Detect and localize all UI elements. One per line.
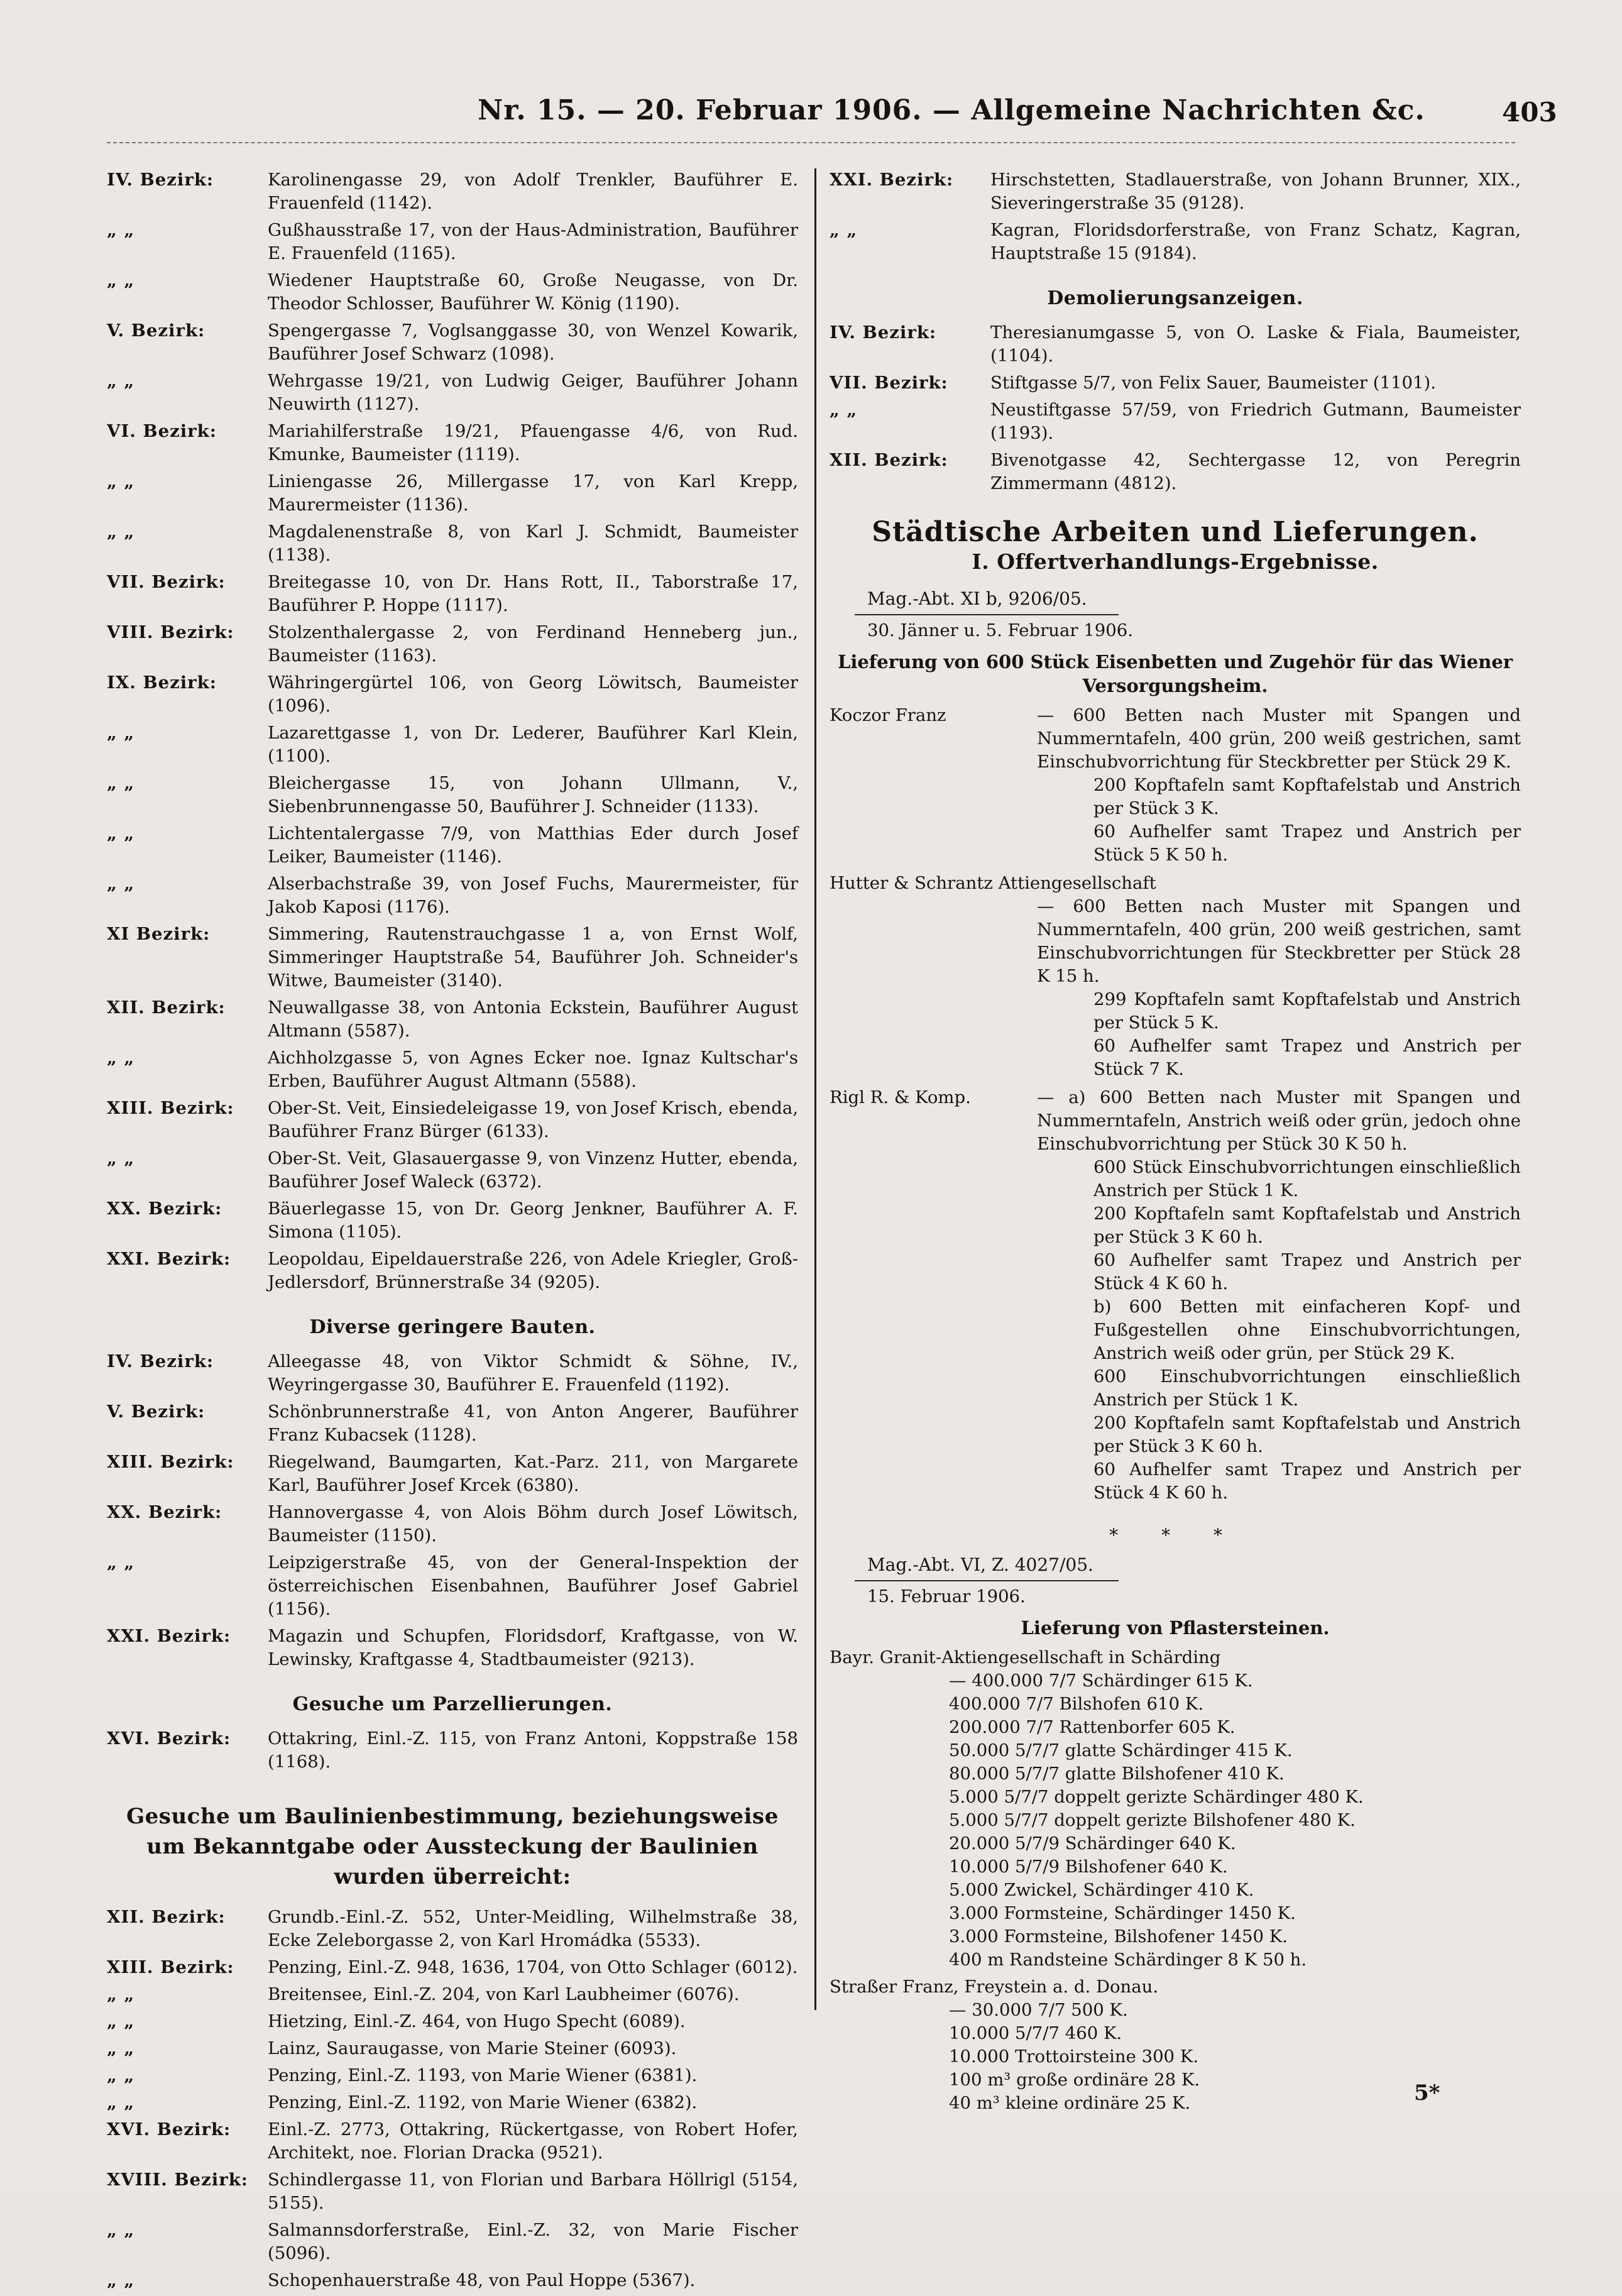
list-item [107, 1147, 798, 1194]
entry-text: Grundb.-Einl.-Z. 552, Unter-Meidling, Wilhelmstraße 38, Ecke Zeleborgasse 2, von Karl Hromádka (5533). [268, 1907, 798, 1950]
reference-rule [855, 614, 1119, 615]
entry-text: Magazin und Schupfen, Floridsdorf, Kraftgasse, von W. Lewinsky, Kraftgasse 4, Stadtbaumeister (9213). [268, 1626, 798, 1669]
entry-text: Lichtentalergasse 7/9, von Matthias Eder durch Josef Leiker, Baumeister (1146). [268, 823, 798, 867]
list-item [107, 1625, 798, 1671]
bidder-name: Hutter & Schrantz Attiengesellschaft [830, 873, 1156, 893]
bidder-koczor [830, 704, 1521, 867]
lot-title-beds: Lieferung von 600 Stück Eisenbetten und Zugehör für das Wiener Versorgungsheim. [837, 651, 1513, 696]
district-label: VIII. Bezirk: [107, 622, 234, 642]
entry-text: Spengergasse 7, Voglsanggasse 30, von Wenzel Kowarik, Bauführer Josef Schwarz (1098). [268, 321, 798, 364]
entry-text: Ober-St. Veit, Einsiedeleigasse 19, von Josef Krisch, ebenda, Bauführer Franz Bürger (6133). [268, 1098, 798, 1141]
bid-line: 600 Stück Einschubvorrichtungen einschließlich Anstrich per Stück 1 K. [1093, 1157, 1521, 1200]
bid-lines [1037, 1086, 1521, 1505]
district-label: XVIII. Bezirk: [107, 2170, 248, 2190]
district-label: IV. Bezirk: [107, 170, 214, 190]
entry-text: Schönbrunnerstraße 41, von Anton Angerer, Bauführer Franz Kubacsek (1128). [268, 1402, 798, 1445]
list-item [830, 371, 1521, 395]
entry-text: Breitensee, Einl.-Z. 204, von Karl Laubheimer (6076). [268, 1984, 740, 2004]
list-item [107, 319, 798, 366]
entry-text: Mariahilferstraße 19/21, Pfauengasse 4/6, von Rud. Kmunke, Baumeister (1119). [268, 421, 798, 464]
page-title: Nr. 15. — 20. Februar 1906. — Allgemeine Nachrichten &c. [478, 94, 1425, 126]
entry-text: Magdalenenstraße 8, von Karl J. Schmidt, Baumeister (1138). [268, 522, 798, 565]
list-item [107, 1906, 798, 1952]
district-label: XII. Bezirk: [107, 1907, 226, 1927]
reference-number: Mag.-Abt. XI b, 9206/05. [867, 588, 1087, 609]
entry-text: Lazarettgasse 1, von Dr. Lederer, Bauführer Karl Klein, (1100). [268, 723, 798, 766]
district-label: „ „ [107, 471, 135, 492]
entry-text: Alserbachstraße 39, von Josef Fuchs, Maurermeister, für Jakob Kaposi (1176). [268, 874, 798, 917]
bidder-name: Rigl R. & Komp. [830, 1087, 971, 1107]
entry-text: Aichholzgasse 5, von Agnes Ecker noe. Ignaz Kultschar's Erben, Bauführer August Altmann (5588). [268, 1048, 798, 1091]
bid-line: 50.000 5/7/7 glatte Schärdinger 415 K. [949, 1740, 1293, 1760]
district-label: „ „ [107, 2065, 135, 2085]
bid-line: 10.000 Trottoirsteine 300 K. [949, 2046, 1199, 2067]
district-label: XII. Bezirk: [830, 450, 948, 470]
entry-text: Penzing, Einl.-Z. 1192, von Marie Wiener (6382). [268, 2092, 698, 2112]
district-label: XIII. Bezirk: [107, 1098, 234, 1118]
entry-text: Gußhausstraße 17, von der Haus-Administration, Bauführer E. Frauenfeld (1165). [268, 220, 798, 263]
bidder-hutter [830, 872, 1521, 895]
list-item [107, 1983, 798, 2006]
offer-results-subtitle: I. Offertverhandlungs-Ergebnisse. [972, 549, 1379, 574]
list-item [107, 2091, 798, 2114]
list-item [107, 872, 798, 919]
district-label: IX. Bezirk: [107, 673, 217, 693]
district-label: VII. Bezirk: [107, 572, 226, 592]
entry-text: Bleichergasse 15, von Johann Ullmann, V., Siebenbrunnengasse 50, Bauführer J. Schneider (1133). [268, 773, 798, 816]
entry-text: Breitegasse 10, von Dr. Hans Rott, II., Taborstraße 17, Bauführer P. Hoppe (1117). [268, 572, 798, 615]
section-stars: * * * [1109, 1525, 1241, 1546]
bid-line: 80.000 5/7/7 glatte Bilshofener 410 K. [949, 1764, 1285, 1784]
list-item [107, 470, 798, 517]
building-list [107, 168, 798, 1294]
bid-line: — 30.000 7/7 500 K. [949, 2000, 1128, 2020]
district-label: „ „ [107, 823, 135, 843]
district-label: IV. Bezirk: [107, 1351, 214, 1371]
bid-line: 200.000 7/7 Rattenborfer 605 K. [949, 1717, 1236, 1737]
bidder-granit: Bayr. Granit-Aktiengesellschaft in Schärding [830, 1647, 1221, 1667]
list-item [107, 1046, 798, 1093]
district-label: IV. Bezirk: [830, 322, 937, 343]
bid-lines [1037, 704, 1521, 867]
entry-text: Ober-St. Veit, Glasauergasse 9, von Vinzenz Hutter, ebenda, Bauführer Josef Waleck (6372). [268, 1148, 798, 1192]
bid-line: 200 Kopftafeln samt Kopftafelstab und Anstrich per Stück 3 K. [1093, 775, 1521, 818]
entry-text: Penzing, Einl.-Z. 1193, von Marie Wiener (6381). [268, 2065, 698, 2085]
list-item [107, 1956, 798, 1979]
bid-line: 5.000 5/7/7 doppelt gerizte Schärdinger 480 K. [949, 1787, 1364, 1807]
list-item [107, 520, 798, 567]
list-item [107, 1551, 798, 1621]
list-item [107, 1727, 798, 1774]
header-rule [107, 142, 1515, 147]
entry-text: Wiedener Hauptstraße 60, Große Neugasse, von Dr. Theodor Schlosser, Bauführer W. König (1190). [268, 270, 798, 314]
district-label: XVI. Bezirk: [107, 2119, 231, 2139]
list-item [107, 722, 798, 768]
district-label: „ „ [107, 270, 135, 290]
entry-text: Neustiftgasse 57/59, von Friedrich Gutmann, Baumeister (1193). [990, 400, 1521, 443]
right-column [830, 168, 1521, 2115]
entry-text: Hirschstetten, Stadlauerstraße, von Johann Brunner, XIX., Sieveringerstraße 35 (9128). [990, 170, 1521, 213]
bidder-strasser: Straßer Franz, Freystein a. d. Donau. [830, 1977, 1159, 1997]
bid-line: — 600 Betten nach Muster mit Spangen und Nummerntafeln, 400 grün, 200 weiß gestrichen, samt Einschubvorrichtung für Steckbretter per Stück 29 K. [1037, 705, 1521, 772]
list-item [107, 1248, 798, 1294]
bid-line: 40 m³ kleine ordinäre 25 K. [949, 2093, 1191, 2113]
entry-text: Lainz, Sauraugasse, von Marie Steiner (6093). [268, 2038, 677, 2058]
entry-text: Neuwallgasse 38, von Antonia Eckstein, Bauführer August Altmann (5587). [268, 997, 798, 1041]
district-label: „ „ [107, 874, 135, 894]
bid-line: 200 Kopftafeln samt Kopftafelstab und Anstrich per Stück 3 K 60 h. [1093, 1413, 1521, 1456]
bid-line: 10.000 5/7/7 460 K. [949, 2023, 1122, 2043]
bid-line: 3.000 Formsteine, Schärdinger 1450 K. [949, 1903, 1296, 1923]
district-label: „ „ [107, 2011, 135, 2031]
list-item [107, 2064, 798, 2087]
demolition-list [830, 321, 1521, 495]
district-label: V. Bezirk: [107, 321, 205, 341]
running-header [0, 94, 1622, 138]
bid-line: 5.000 5/7/7 doppelt gerizte Bilshofener 480 K. [949, 1810, 1356, 1830]
entry-text: Penzing, Einl.-Z. 948, 1636, 1704, von Otto Schlager (6012). [268, 1957, 798, 1977]
district-label: „ „ [107, 2092, 135, 2112]
district-label: „ „ [107, 371, 135, 391]
bid-line: 60 Aufhelfer samt Trapez und Anstrich per Stück 4 K 60 h. [1093, 1459, 1521, 1503]
entry-text: Kagran, Floridsdorferstraße, von Franz Schatz, Kagran, Hauptstraße 15 (9184). [990, 220, 1521, 263]
bid-line: — a) 600 Betten nach Muster mit Spangen und Nummerntafeln, Anstrich weiß oder grün, jedoch ohne Einschubvorrichtung per Stück 30 K 50 h. [1037, 1087, 1521, 1154]
building-line-heading: Gesuche um Baulinienbestimmung, beziehungsweise um Bekanntgabe oder Aussteckung der Baulinien wurden überreicht: [126, 1804, 779, 1889]
bid-line: 20.000 5/7/9 Schärdinger 640 K. [949, 1833, 1236, 1854]
district-label: XX. Bezirk: [107, 1199, 222, 1219]
list-item [107, 671, 798, 718]
municipal-works-title: Städtische Arbeiten und Lieferungen. [872, 516, 1479, 548]
bid-line: 600 Einschubvorrichtungen einschließlich Anstrich per Stück 1 K. [1093, 1366, 1521, 1410]
reference-rule [855, 1580, 1119, 1581]
district-label: „ „ [107, 1048, 135, 1068]
list-item [107, 1097, 798, 1143]
list-item [107, 822, 798, 869]
bid-line: b) 600 Betten mit einfacheren Kopf- und Fußgestellen ohne Einschubvorrichtungen, Anstrich weiß oder grün, per Stück 29 K. [1093, 1297, 1521, 1363]
list-item [830, 449, 1521, 495]
bid-lines [1037, 895, 1521, 1081]
district-label: „ „ [107, 1552, 135, 1573]
entry-text: Simmering, Rautenstrauchgasse 1 a, von Ernst Wolf, Simmeringer Hauptstraße 54, Bauführer Joh. Schneider's Witwe, Baumeister (3140). [268, 924, 798, 991]
list-item [107, 1197, 798, 1244]
list-item [107, 2219, 798, 2265]
entry-text: Riegelwand, Baumgarten, Kat.-Parz. 211, von Margarete Karl, Bauführer Josef Krcek (6380). [268, 1452, 798, 1495]
parcel-list [107, 1727, 798, 1774]
list-item [107, 2168, 798, 2215]
district-label: „ „ [107, 1148, 135, 1168]
bid-line: 60 Aufhelfer samt Trapez und Anstrich per Stück 5 K 50 h. [1093, 821, 1521, 865]
district-label: VII. Bezirk: [830, 373, 948, 393]
entry-text: Ottakring, Einl.-Z. 115, von Franz Antoni, Koppstraße 158 (1168). [268, 1728, 798, 1772]
entry-text: Hietzing, Einl.-Z. 464, von Hugo Specht (6089). [268, 2011, 686, 2031]
district-label: „ „ [107, 2038, 135, 2058]
entry-text: Bivenotgasse 42, Sechtergasse 12, von Peregrin Zimmermann (4812). [990, 450, 1521, 493]
list-item [107, 420, 798, 466]
entry-text: Währingergürtel 106, von Georg Löwitsch, Baumeister (1096). [268, 673, 798, 716]
continued-building-list [830, 168, 1521, 265]
list-item [107, 269, 798, 316]
district-label: „ „ [107, 2220, 135, 2240]
bid-line: 5.000 Zwickel, Schärdinger 410 K. [949, 1880, 1254, 1900]
list-item [107, 571, 798, 617]
district-label: „ „ [107, 723, 135, 743]
signature-mark: 5* [1414, 2080, 1440, 2106]
list-item [107, 168, 798, 215]
entry-text: Stiftgasse 5/7, von Felix Sauer, Baumeister (1101). [990, 373, 1436, 393]
page-number: 403 [1502, 97, 1557, 128]
district-label: „ „ [107, 2270, 135, 2290]
list-item [107, 219, 798, 265]
list-item [830, 321, 1521, 368]
district-label: XII. Bezirk: [107, 997, 226, 1018]
district-label: V. Bezirk: [107, 1402, 205, 1422]
lot-title-stones: Lieferung von Pflastersteinen. [1021, 1617, 1330, 1639]
list-item [107, 1400, 798, 1447]
district-label: XIII. Bezirk: [107, 1957, 234, 1977]
entry-text: Wehrgasse 19/21, von Ludwig Geiger, Bauführer Johann Neuwirth (1127). [268, 371, 798, 414]
bid-line: 100 m³ große ordinäre 28 K. [949, 2070, 1200, 2090]
list-item [830, 398, 1521, 445]
entry-text: Hannovergasse 4, von Alois Böhm durch Josef Löwitsch, Baumeister (1150). [268, 1502, 798, 1546]
bid-line: 299 Kopftafeln samt Kopftafelstab und Anstrich per Stück 5 K. [1093, 989, 1521, 1033]
entry-text: Stolzenthalergasse 2, von Ferdinand Henneberg jun., Baumeister (1163). [268, 622, 798, 666]
bid-line: 60 Aufhelfer samt Trapez und Anstrich per Stück 4 K 60 h. [1093, 1250, 1521, 1294]
list-item [107, 370, 798, 416]
bid-line: — 400.000 7/7 Schärdinger 615 K. [949, 1671, 1253, 1691]
district-label: XIII. Bezirk: [107, 1452, 234, 1472]
list-item [107, 2010, 798, 2033]
district-label: „ „ [107, 773, 135, 793]
minor-buildings-list [107, 1350, 798, 1671]
entry-text: Liniengasse 26, Millergasse 17, von Karl Krepp, Maurermeister (1136). [268, 471, 798, 515]
bidder-name: Koczor Franz [830, 705, 946, 725]
district-label: VI. Bezirk: [107, 421, 217, 441]
bid-line: 200 Kopftafeln samt Kopftafelstab und Anstrich per Stück 3 K 60 h. [1093, 1204, 1521, 1247]
stone-bid-lines [949, 1669, 1521, 1972]
reference-number-2: Mag.-Abt. VI, Z. 4027/05. [867, 1554, 1093, 1575]
list-item [107, 1350, 798, 1397]
bid-line: 3.000 Formsteine, Bilshofener 1450 K. [949, 1926, 1288, 1947]
entry-text: Bäuerlegasse 15, von Dr. Georg Jenkner, Bauführer A. F. Simona (1105). [268, 1199, 798, 1242]
district-label: XXI. Bezirk: [107, 1249, 231, 1269]
list-item [107, 2037, 798, 2060]
bid-line: 400.000 7/7 Bilshofen 610 K. [949, 1694, 1204, 1714]
list-item [107, 772, 798, 818]
list-item [107, 2269, 798, 2292]
list-item [107, 996, 798, 1043]
bid-line: 400 m Randsteine Schärdinger 8 K 50 h. [949, 1950, 1307, 1970]
entry-text: Leipzigerstraße 45, von der General-Inspektion der österreichischen Eisenbahnen, Bauführer Josef Gabriel (1156). [268, 1552, 798, 1619]
tender-date-2: 15. Februar 1906. [867, 1586, 1026, 1607]
list-item [107, 923, 798, 992]
district-label: „ „ [107, 522, 135, 542]
building-line-list [107, 1906, 798, 2292]
district-label: XI Bezirk: [107, 924, 211, 944]
list-item [107, 1501, 798, 1547]
list-item [107, 2118, 798, 2165]
parcel-heading: Gesuche um Parzellierungen. [292, 1693, 613, 1715]
entry-text: Schopenhauerstraße 48, von Paul Hoppe (5367). [268, 2270, 696, 2290]
entry-text: Salmannsdorferstraße, Einl.-Z. 32, von Marie Fischer (5096). [268, 2220, 798, 2263]
left-column [107, 168, 798, 2296]
district-label: XXI. Bezirk: [830, 170, 954, 190]
district-label: XX. Bezirk: [107, 1502, 222, 1522]
district-label: „ „ [830, 400, 858, 420]
entry-text: Schindlergasse 11, von Florian und Barbara Höllrigl (5154, 5155). [268, 2170, 798, 2213]
district-label: XXI. Bezirk: [107, 1626, 231, 1646]
bid-line: — 600 Betten nach Muster mit Spangen und Nummerntafeln, 400 grün, 200 weiß gestrichen, samt Einschubvorrichtungen für Steckbretter per Stück 28 K 15 h. [1037, 896, 1521, 986]
minor-buildings-heading: Diverse geringere Bauten. [309, 1316, 596, 1338]
list-item [830, 168, 1521, 215]
district-label: „ „ [107, 220, 135, 240]
entry-text: Einl.-Z. 2773, Ottakring, Rückertgasse, von Robert Hofer, Architekt, noe. Florian Dracka (9521). [268, 2119, 798, 2163]
district-label: XVI. Bezirk: [107, 1728, 231, 1749]
list-item [107, 1451, 798, 1497]
bidder-rigl [830, 1086, 1521, 1505]
bid-line: 60 Aufhelfer samt Trapez und Anstrich per Stück 7 K. [1093, 1036, 1521, 1079]
bid-line: 10.000 5/7/9 Bilshofener 640 K. [949, 1857, 1228, 1877]
demolition-heading: Demolierungsanzeigen. [1047, 287, 1303, 309]
district-label: „ „ [830, 220, 858, 240]
list-item [107, 621, 798, 667]
tender-date: 30. Jänner u. 5. Februar 1906. [867, 620, 1133, 640]
list-item [830, 219, 1521, 265]
district-label: „ „ [107, 1984, 135, 2004]
entry-text: Leopoldau, Eipeldauerstraße 226, von Adele Kriegler, Groß-Jedlersdorf, Brünnerstraße 34 (9205). [268, 1249, 798, 1292]
entry-text: Alleegasse 48, von Viktor Schmidt & Söhne, IV., Weyringergasse 30, Bauführer E. Frauenfeld (1192). [268, 1351, 798, 1395]
column-divider [814, 168, 816, 2010]
entry-text: Theresianumgasse 5, von O. Laske & Fiala, Baumeister, (1104). [990, 322, 1521, 366]
entry-text: Karolinengasse 29, von Adolf Trenkler, Bauführer E. Frauenfeld (1142). [268, 170, 798, 213]
